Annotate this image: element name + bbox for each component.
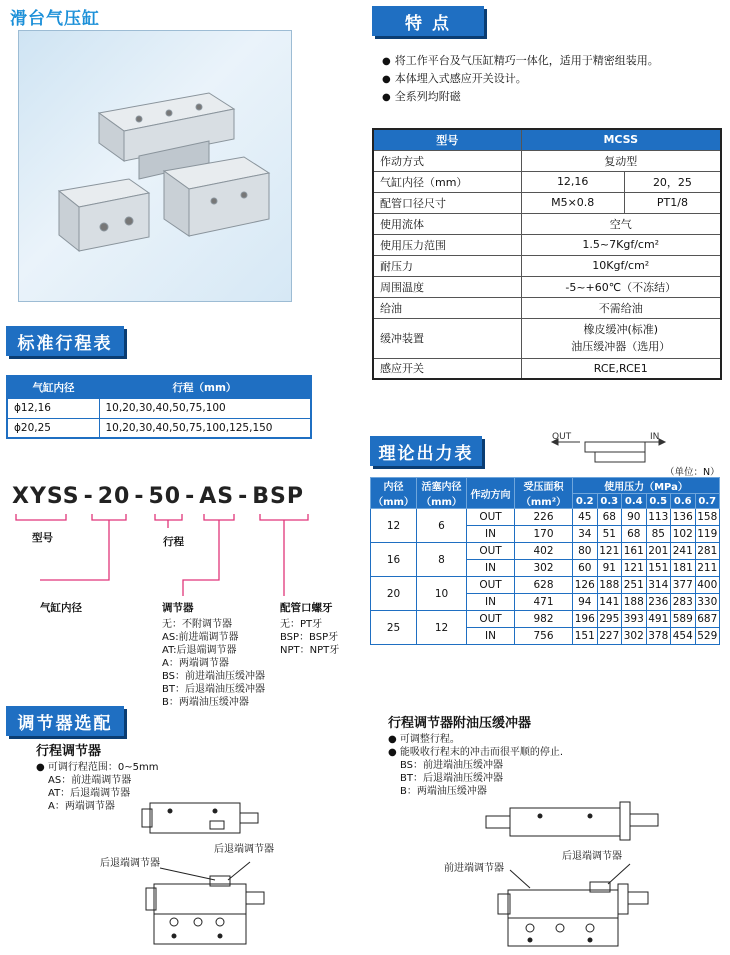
force-rod: 10 <box>417 577 467 611</box>
force-area: 170 <box>515 526 573 543</box>
label-model: 型号 <box>32 532 53 544</box>
spec-value: 空气 <box>521 213 721 234</box>
force-value: 121 <box>622 560 647 577</box>
list-item: A：两端调节器 <box>48 801 115 812</box>
force-rod: 12 <box>417 611 467 645</box>
force-value: 227 <box>597 628 622 645</box>
force-area: 628 <box>515 577 573 594</box>
cushion-standard: 橡皮缓冲(标准) <box>583 323 659 336</box>
spec-value: 20，25 <box>624 171 721 192</box>
force-area: 402 <box>515 543 573 560</box>
port-options <box>280 618 339 657</box>
force-value: 491 <box>646 611 671 628</box>
force-value: 51 <box>597 526 622 543</box>
force-dir: OUT <box>467 509 515 526</box>
force-value: 121 <box>597 543 622 560</box>
bullet-dot: ● <box>388 747 400 758</box>
table-row <box>373 213 721 234</box>
code-adjuster: AS <box>199 484 235 509</box>
label-bore: 气缸内径 <box>40 602 82 614</box>
force-value: 188 <box>597 577 622 594</box>
force-value: 94 <box>573 594 598 611</box>
stroke-values: 10,20,30,40,50,75,100 <box>99 398 311 418</box>
spec-label: 使用压力范围 <box>373 234 521 255</box>
force-value: 302 <box>622 628 647 645</box>
list-item: BS：前进端油压缓冲器 <box>162 671 266 682</box>
force-area: 756 <box>515 628 573 645</box>
force-value: 295 <box>597 611 622 628</box>
list-item: AT：后退端调节器 <box>48 788 131 799</box>
table-row <box>7 398 311 418</box>
force-value: 90 <box>622 509 647 526</box>
adjuster-right-list <box>388 733 563 798</box>
table-row <box>371 509 720 526</box>
spec-label: 给油 <box>373 297 521 318</box>
code-dash: - <box>83 484 94 509</box>
force-value: 80 <box>573 543 598 560</box>
stroke-banner: 标准行程表 <box>6 326 124 356</box>
force-col-dir: 作动方向 <box>467 478 515 509</box>
list-item: ● 全系列均附磁 <box>382 88 659 106</box>
spec-value: RCE,RCE1 <box>521 358 721 379</box>
force-value: 68 <box>622 526 647 543</box>
table-row <box>373 234 721 255</box>
force-rod: 8 <box>417 543 467 577</box>
force-area: 302 <box>515 560 573 577</box>
spec-label: 配管口径尺寸 <box>373 192 521 213</box>
list-item: 无：PT牙 <box>280 619 323 630</box>
spec-value: 复动型 <box>521 150 721 171</box>
table-row <box>373 255 721 276</box>
table-row <box>7 418 311 438</box>
page-title: 滑台气压缸 <box>10 9 100 29</box>
force-value: 241 <box>671 543 696 560</box>
product-photo <box>18 30 292 302</box>
force-value: 188 <box>622 594 647 611</box>
force-dir: IN <box>467 628 515 645</box>
spec-label: 耐压力 <box>373 255 521 276</box>
force-value: 377 <box>671 577 696 594</box>
spec-value: -5~+60℃（不冻结） <box>521 276 721 297</box>
force-dir: OUT <box>467 577 515 594</box>
out-in-diagram <box>550 430 680 466</box>
code-port: BSP <box>252 484 305 509</box>
right-callout-left: 前进端调节器 <box>444 863 504 874</box>
force-value: 400 <box>695 577 720 594</box>
stroke-col-stroke: 行程（mm） <box>99 376 311 398</box>
force-dir: OUT <box>467 543 515 560</box>
force-value: 201 <box>646 543 671 560</box>
force-dir: OUT <box>467 611 515 628</box>
pressure-header: 0.2 <box>573 494 598 509</box>
force-value: 34 <box>573 526 598 543</box>
pressure-header: 0.4 <box>622 494 647 509</box>
spec-value: 12,16 <box>521 171 624 192</box>
force-bore: 12 <box>371 509 417 543</box>
table-row <box>373 150 721 171</box>
force-value: 454 <box>671 628 696 645</box>
spec-header-value: MCSS <box>521 129 721 150</box>
force-table <box>370 477 720 645</box>
force-col-rod: 活塞内径（mm） <box>417 478 467 509</box>
stroke-bore: ϕ20,25 <box>7 418 99 438</box>
list-item <box>388 733 563 746</box>
force-value: 251 <box>622 577 647 594</box>
force-value: 589 <box>671 611 696 628</box>
force-value: 68 <box>597 509 622 526</box>
in-label: IN <box>650 432 660 442</box>
table-row <box>371 577 720 594</box>
list-item: ● 将工作平台及气压缸精巧一体化，适用于精密组装用。 <box>382 52 659 70</box>
right-callout-top: 后退端调节器 <box>562 851 622 862</box>
force-value: 196 <box>573 611 598 628</box>
force-value: 102 <box>671 526 696 543</box>
list-item-text: 能吸收行程末的冲击而很平顺的停止. <box>399 747 564 758</box>
force-bore: 16 <box>371 543 417 577</box>
force-value: 141 <box>597 594 622 611</box>
spec-label: 气缸内径（mm） <box>373 171 521 192</box>
pressure-header: 0.3 <box>597 494 622 509</box>
code-dash: - <box>185 484 196 509</box>
spec-label: 周围温度 <box>373 276 521 297</box>
code-dash: - <box>238 484 249 509</box>
force-area: 982 <box>515 611 573 628</box>
spec-value <box>521 318 721 358</box>
list-item: AS：前进端调节器 <box>48 775 132 786</box>
pressure-header: 0.7 <box>695 494 720 509</box>
force-rod: 6 <box>417 509 467 543</box>
force-area: 226 <box>515 509 573 526</box>
stroke-table <box>6 375 312 439</box>
force-area: 471 <box>515 594 573 611</box>
adjuster-drawing-small-left <box>140 795 270 840</box>
list-item: AS:前进端调节器 <box>162 632 239 643</box>
spec-header-label: 型号 <box>373 129 521 150</box>
list-item: BSP：BSP牙 <box>280 632 339 643</box>
list-item-text: 可调整行程。 <box>399 734 460 745</box>
adjuster-drawing-large-right <box>490 862 660 952</box>
force-value: 151 <box>646 560 671 577</box>
pressure-header: 0.5 <box>646 494 671 509</box>
order-code-leaders <box>0 510 330 610</box>
features-banner: 特 点 <box>372 6 484 36</box>
spec-value: PT1/8 <box>624 192 721 213</box>
list-item <box>388 746 563 759</box>
force-col-pressure: 使用压力（MPa） <box>573 478 720 494</box>
force-value: 151 <box>573 628 598 645</box>
force-value: 283 <box>671 594 696 611</box>
table-row <box>373 297 721 318</box>
force-unit: （单位：N） <box>665 467 720 478</box>
force-value: 378 <box>646 628 671 645</box>
bullet-dot: ● <box>388 734 400 745</box>
force-value: 687 <box>695 611 720 628</box>
force-value: 281 <box>695 543 720 560</box>
spec-label: 感应开关 <box>373 358 521 379</box>
force-value: 330 <box>695 594 720 611</box>
adjuster-left-title: 行程调节器 <box>36 744 102 759</box>
force-bore: 20 <box>371 577 417 611</box>
force-value: 45 <box>573 509 598 526</box>
out-label: OUT <box>552 432 572 442</box>
table-row <box>373 171 721 192</box>
force-value: 529 <box>695 628 720 645</box>
force-value: 393 <box>622 611 647 628</box>
list-item-text: 可调行程范围：0~5mm <box>47 762 159 773</box>
force-col-area: 受压面积（mm²） <box>515 478 573 509</box>
adjuster-drawing-small-right <box>480 800 670 845</box>
spec-value: 10Kgf/cm² <box>521 255 721 276</box>
table-row <box>373 318 721 358</box>
force-dir: IN <box>467 594 515 611</box>
adjuster-banner: 调节器选配 <box>6 706 124 736</box>
force-value: 119 <box>695 526 720 543</box>
list-item: ● 本体埋入式感应开关设计。 <box>382 70 659 88</box>
left-callout-top: 后退端调节器 <box>214 844 274 855</box>
spec-table <box>372 128 722 380</box>
force-col-bore: 内径（mm） <box>371 478 417 509</box>
left-callout-left: 后退端调节器 <box>100 858 160 869</box>
list-item: NPT：NPT牙 <box>280 645 340 656</box>
code-model: XYSS <box>12 484 80 509</box>
force-value: 136 <box>671 509 696 526</box>
code-bore: 20 <box>97 484 131 509</box>
force-value: 60 <box>573 560 598 577</box>
force-dir: IN <box>467 560 515 577</box>
list-item: 无：不附调节器 <box>162 619 232 630</box>
force-bore: 25 <box>371 611 417 645</box>
adjuster-drawing-large-left <box>140 860 280 952</box>
label-port: 配管口螺牙 <box>280 602 333 614</box>
force-value: 211 <box>695 560 720 577</box>
stroke-values: 10,20,30,40,50,75,100,125,150 <box>99 418 311 438</box>
code-dash: - <box>134 484 145 509</box>
list-item: B：两端油压缓冲器 <box>162 697 249 708</box>
spec-value: 不需给油 <box>521 297 721 318</box>
spec-label: 作动方式 <box>373 150 521 171</box>
table-row <box>371 611 720 628</box>
table-row <box>373 358 721 379</box>
list-item: BT：后退端油压缓冲器 <box>162 684 265 695</box>
spec-value: M5×0.8 <box>521 192 624 213</box>
order-code <box>12 484 304 509</box>
force-value: 91 <box>597 560 622 577</box>
spec-value: 1.5~7Kgf/cm² <box>521 234 721 255</box>
label-stroke: 行程 <box>163 536 184 548</box>
stroke-col-bore: 气缸内径 <box>7 376 99 398</box>
stroke-bore: ϕ12,16 <box>7 398 99 418</box>
adjuster-options <box>162 618 265 709</box>
force-value: 236 <box>646 594 671 611</box>
force-value: 314 <box>646 577 671 594</box>
pressure-header: 0.6 <box>671 494 696 509</box>
spec-label: 使用流体 <box>373 213 521 234</box>
force-value: 126 <box>573 577 598 594</box>
slide-cylinder-illustration <box>19 31 292 302</box>
features-list <box>382 52 659 106</box>
table-row <box>373 276 721 297</box>
list-item: AT:后退端调节器 <box>162 645 237 656</box>
bullet-dot: ● <box>36 762 48 773</box>
force-value: 85 <box>646 526 671 543</box>
list-item <box>36 761 159 774</box>
force-value: 161 <box>622 543 647 560</box>
force-value: 181 <box>671 560 696 577</box>
force-value: 113 <box>646 509 671 526</box>
table-row <box>373 192 721 213</box>
spec-label: 缓冲装置 <box>373 318 521 358</box>
list-item: BS：前进端油压缓冲器 <box>400 760 504 771</box>
label-adjuster: 调节器 <box>162 602 194 614</box>
cushion-optional: 油压缓冲器（选用） <box>571 340 671 353</box>
table-row <box>371 543 720 560</box>
adjuster-right-title: 行程调节器附油压缓冲器 <box>388 716 532 731</box>
force-value: 158 <box>695 509 720 526</box>
force-dir: IN <box>467 526 515 543</box>
code-stroke: 50 <box>148 484 182 509</box>
list-item: BT：后退端油压缓冲器 <box>400 773 503 784</box>
list-item: A：两端调节器 <box>162 658 229 669</box>
force-banner: 理论出力表 <box>370 436 482 466</box>
list-item: B：两端油压缓冲器 <box>400 786 487 797</box>
